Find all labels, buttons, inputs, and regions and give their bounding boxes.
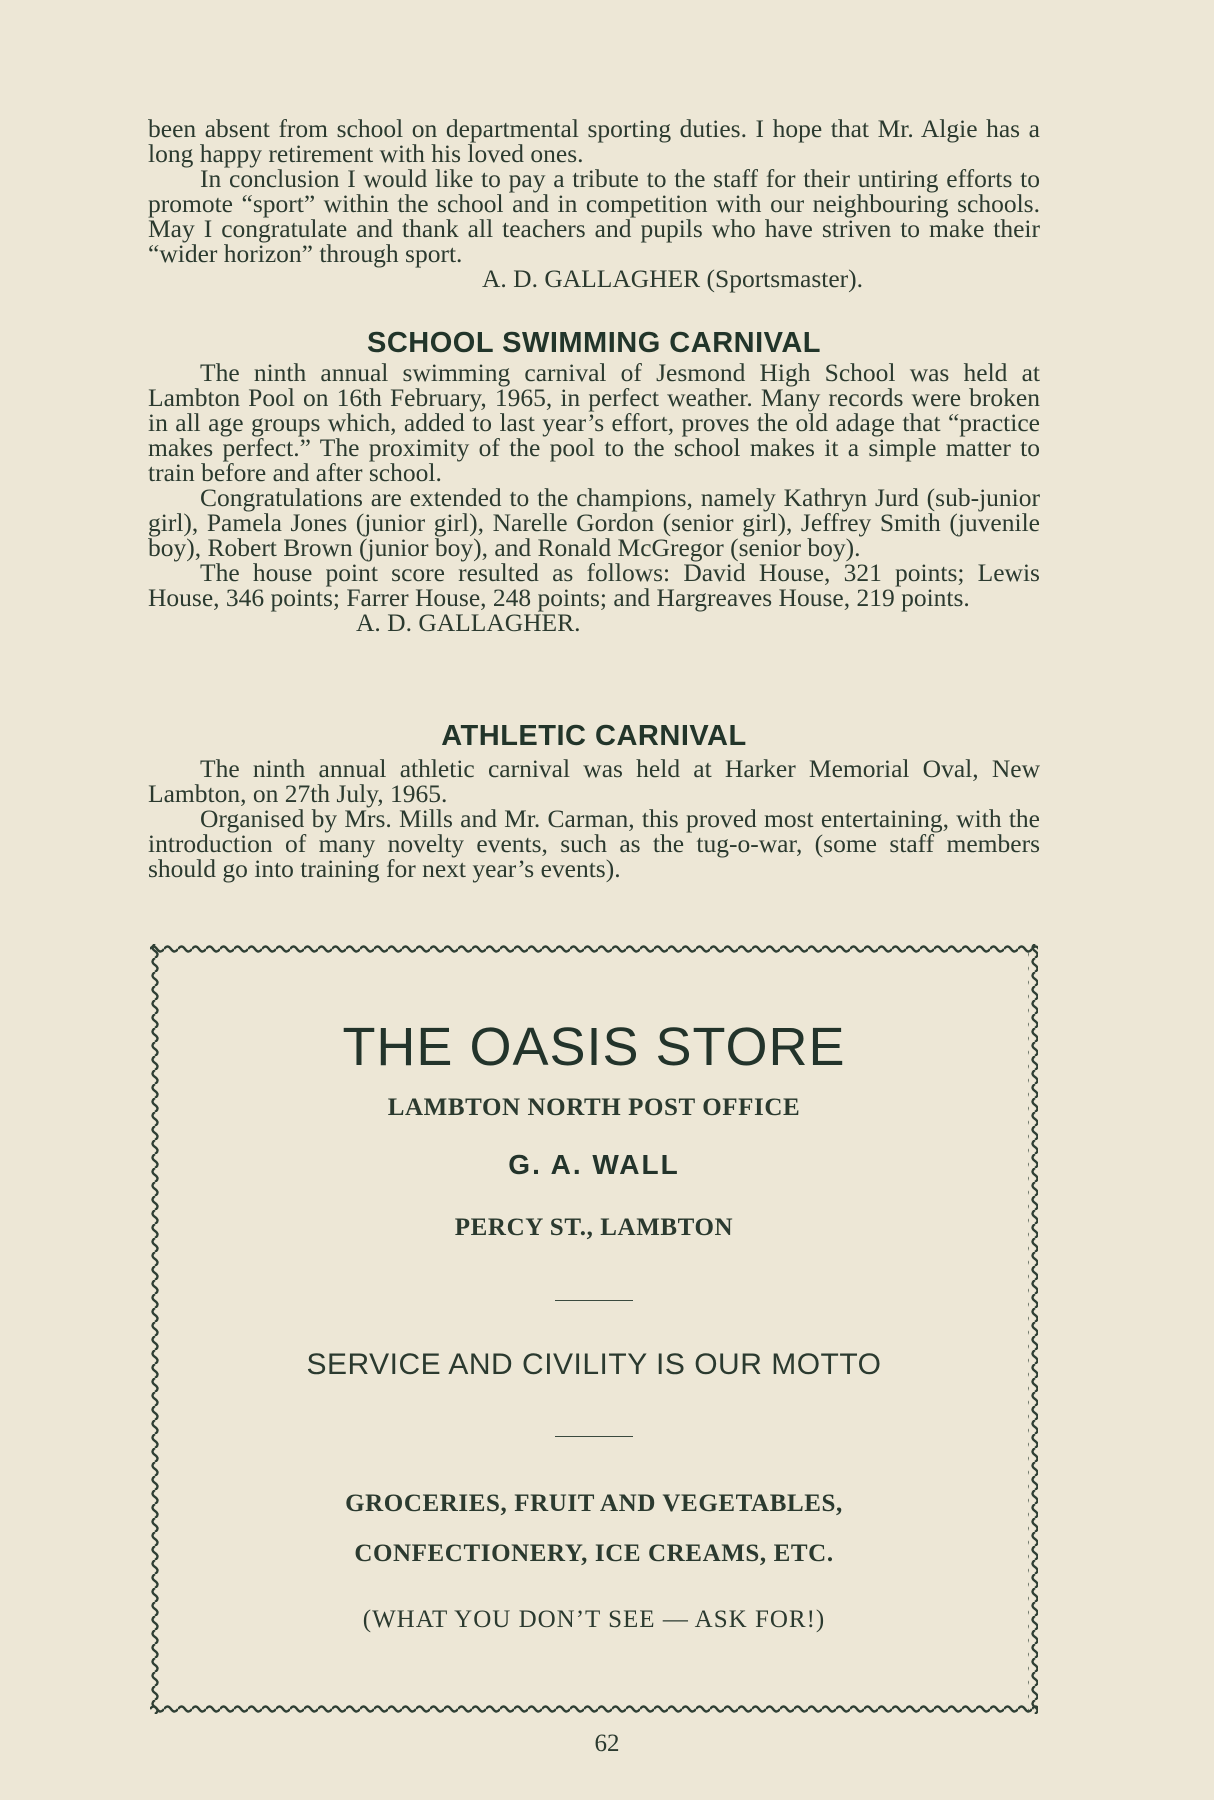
divider-rule [555, 1300, 633, 1301]
intro-paragraph-2: In conclusion I would like to pay a tribute to the staff for their untiring efforts to promote “sport” within the school and in competition with our neighbouring schools. May I congratulate and thank all teachers and pupils who have striven to make their “wider horizon” through sport. [148, 164, 1040, 268]
athletic-section [148, 756, 1040, 881]
store-owner: G. A. WALL [508, 1149, 680, 1180]
goods-line-2: CONFECTIONERY, ICE CREAMS, ETC. [354, 1540, 834, 1567]
intro-paragraph-1: been absent from school on departmental sporting duties. I hope that Mr. Algie has a long happy retirement with his loved ones. [148, 114, 1040, 168]
swimming-paragraph-1: The ninth annual swimming carnival of Jesmond High School was held at Lambton Pool on 16th February, 1965, in perfect weather. Many records were broken in all age groups which, added to last year’s effort, proves the old adage that “practice makes perfect.” The proximity of the pool to the school makes it a simple matter to train before and after school. [148, 358, 1040, 487]
athletic-carnival-heading: ATHLETIC CARNIVAL [441, 720, 747, 752]
store-subtitle: LAMBTON NORTH POST OFFICE [387, 1094, 801, 1121]
store-motto: SERVICE AND CIVILITY IS OUR MOTTO [306, 1348, 882, 1381]
swimming-paragraph-3: The house point score resulted as follows: David House, 321 points; Lewis House, 346 points; Farrer House, 248 points; and Hargreaves House, 219 points. [148, 558, 1040, 612]
sportsmaster-signature: A. D. GALLAGHER (Sportsmaster). [482, 264, 864, 293]
swimming-paragraph-2: Congratulations are extended to the champions, namely Kathryn Jurd (sub-junior girl), Pamela Jones (junior girl), Narelle Gordon (senior girl), Jeffrey Smith (juvenile boy), Robert Brown (junior boy), and Ronald McGregor (senior boy). [148, 483, 1040, 562]
goods-line-1: GROCERIES, FRUIT AND VEGETABLES, [345, 1490, 843, 1517]
athletic-paragraph-1: The ninth annual athletic carnival was held at Harker Memorial Oval, New Lambton, on 27th July, 1965. [148, 754, 1040, 808]
athletic-paragraph-2: Organised by Mrs. Mills and Mr. Carman, this proved most entertaining, with the introduction of many novelty events, such as the tug-o-war, (some staff members should go into training for next year’s events). [148, 804, 1040, 883]
oasis-store-advertisement [150, 944, 1038, 1714]
swimming-section [148, 360, 1040, 635]
swimming-signature: A. D. GALLAGHER. [356, 608, 581, 637]
store-name: THE OASIS STORE [342, 1017, 846, 1077]
store-address: PERCY ST., LAMBTON [454, 1214, 734, 1241]
divider-rule [555, 1436, 633, 1437]
store-tagline: (WHAT YOU DON’T SEE — ASK FOR!) [362, 1606, 826, 1633]
swimming-carnival-heading: SCHOOL SWIMMING CARNIVAL [367, 327, 821, 359]
page-number: 62 [594, 1730, 620, 1757]
intro-section [148, 116, 1040, 291]
